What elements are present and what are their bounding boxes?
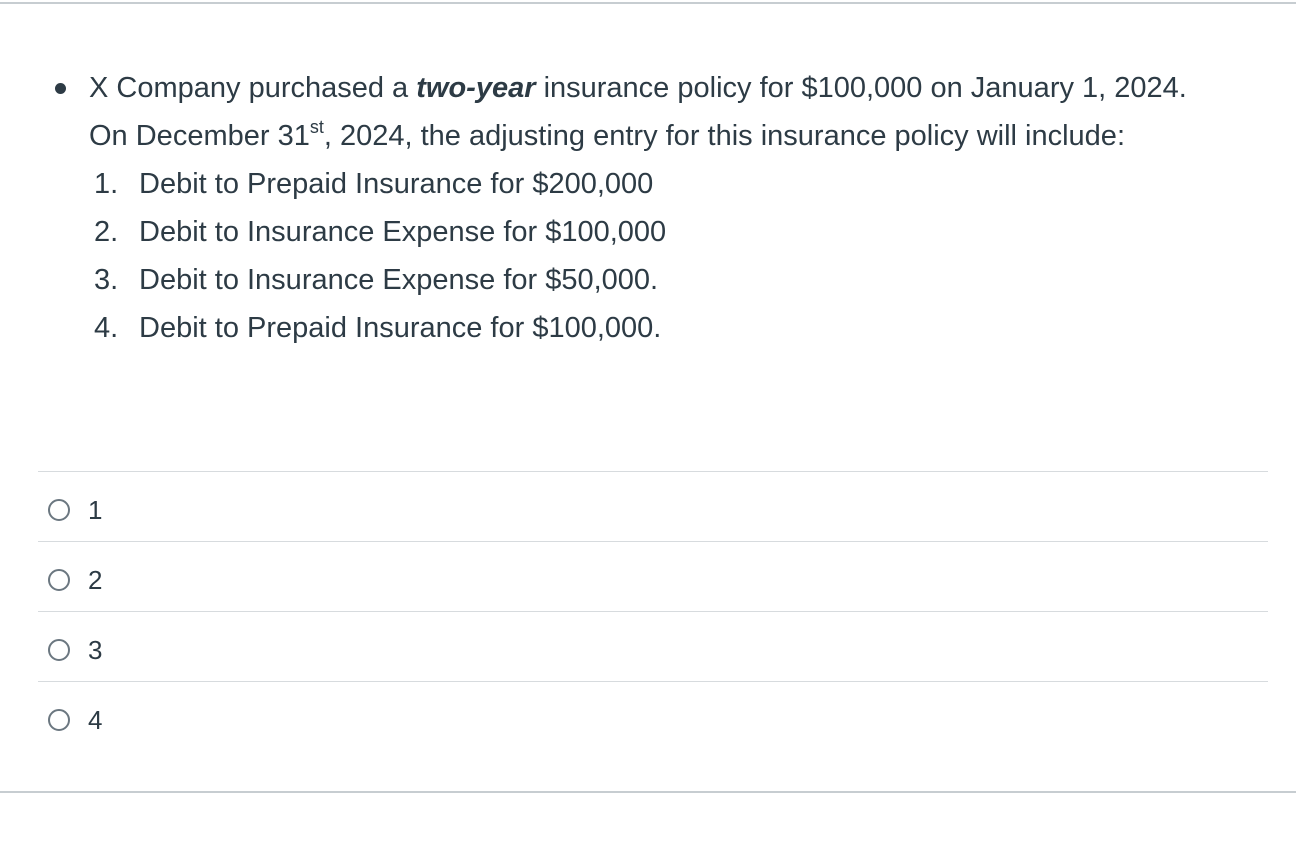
radio-unchecked-icon[interactable] (48, 499, 70, 521)
statement-number: 2. (94, 216, 119, 248)
bullet-dot-icon (55, 83, 66, 94)
radio-unchecked-icon[interactable] (48, 709, 70, 731)
statement-item (89, 208, 1268, 256)
answer-option-1[interactable] (38, 471, 1268, 541)
statement-number: 4. (94, 312, 119, 344)
question-stem-line-2 (89, 112, 1268, 160)
statement-list (89, 160, 1268, 352)
question-bullet-item (48, 64, 1268, 352)
answer-label[interactable]: 1 (88, 495, 103, 525)
answer-option-3[interactable] (38, 611, 1268, 681)
bottom-divider (0, 791, 1296, 793)
stem-text: insurance policy for $100,000 on January 1, 2024. (535, 72, 1187, 104)
answer-option-2[interactable] (38, 541, 1268, 611)
answer-options (38, 471, 1268, 751)
stem-emphasis: two-year (416, 72, 536, 104)
stem-superscript: st (309, 117, 324, 137)
statement-text: Debit to Prepaid Insurance for $200,000 (139, 168, 654, 200)
stem-text: On December 31 (89, 120, 310, 152)
radio-unchecked-icon[interactable] (48, 639, 70, 661)
stem-text: , 2024, the adjusting entry for this insurance policy will include: (323, 120, 1125, 152)
answer-option-4[interactable] (38, 681, 1268, 751)
radio-unchecked-icon[interactable] (48, 569, 70, 591)
statement-text: Debit to Insurance Expense for $100,000 (139, 216, 667, 248)
statement-item (89, 256, 1268, 304)
statement-text: Debit to Prepaid Insurance for $100,000. (139, 312, 662, 344)
answer-label[interactable]: 2 (88, 565, 103, 595)
answer-label[interactable]: 3 (88, 635, 103, 665)
stem-text: X Company purchased a (89, 72, 417, 104)
answer-label[interactable]: 4 (88, 705, 103, 735)
statement-number: 3. (94, 264, 119, 296)
statement-number: 1. (94, 168, 119, 200)
statement-text: Debit to Insurance Expense for $50,000. (139, 264, 659, 296)
top-divider (0, 2, 1296, 4)
statement-item (89, 160, 1268, 208)
question-stem-line-1 (89, 64, 1268, 112)
question-text (48, 64, 1268, 352)
statement-item (89, 304, 1268, 352)
